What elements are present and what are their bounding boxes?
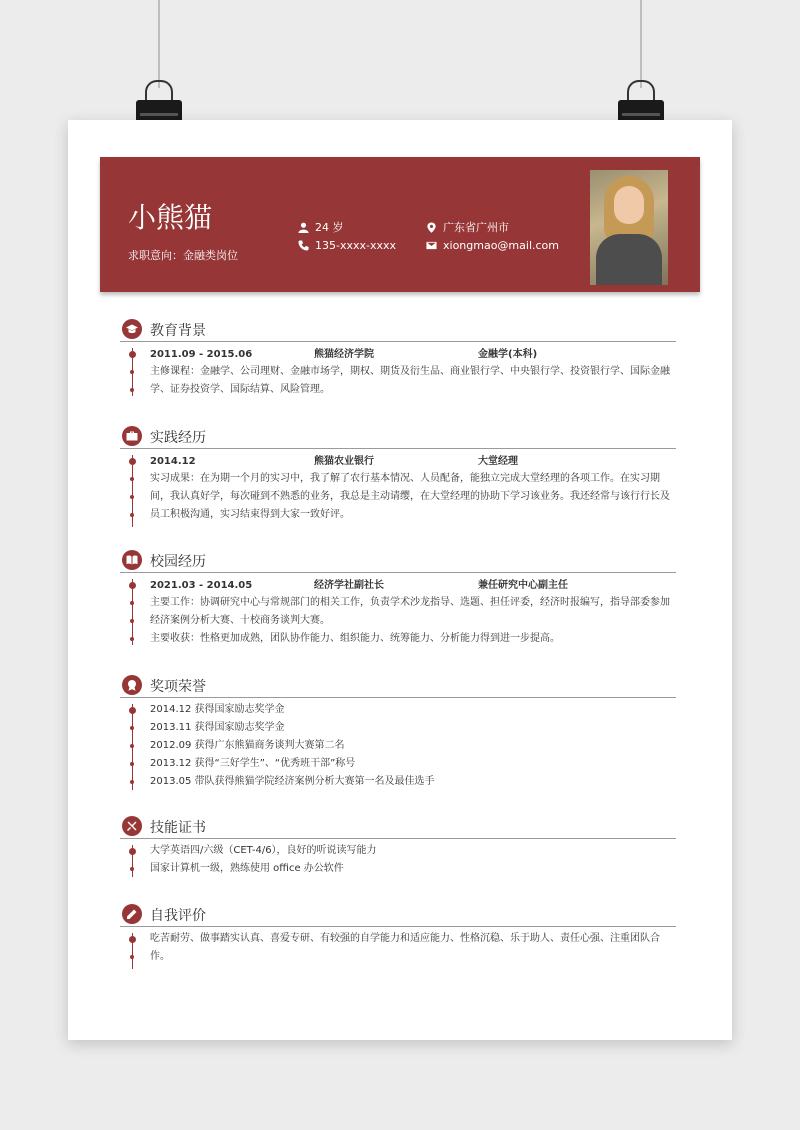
award-item: 2013.11 获得国家励志奖学金 xyxy=(150,722,285,733)
edu-courses: 主修课程：金融学、公司理财、金融市场学，期权、期货及衍生品、商业银行学、中央银行学、投资银行学、国际金融学、证券投资学、国际结算、风险管理。 xyxy=(150,366,670,395)
section-title: 实践经历 xyxy=(150,430,206,446)
phone-text: 135-xxxx-xxxx xyxy=(315,239,397,252)
book-icon xyxy=(122,550,142,570)
edu-major: 金融学(本科) xyxy=(478,349,538,360)
section-title: 自我评价 xyxy=(150,908,206,924)
edit-icon xyxy=(122,904,142,924)
mortarboard-icon xyxy=(122,319,142,339)
job-intent: 求职意向：金融类岗位 xyxy=(128,249,238,262)
age-text: 24 岁 xyxy=(315,221,344,234)
section-practice xyxy=(120,425,676,530)
skill-item: 大学英语四/六级（CET-4/6），良好的听说读写能力 xyxy=(150,845,377,856)
phone-icon xyxy=(298,240,309,251)
phone-info xyxy=(298,239,396,252)
practice-org: 熊猫农业银行 xyxy=(314,456,374,467)
campus-role: 兼任研究中心副主任 xyxy=(478,580,568,591)
age-info xyxy=(298,219,344,235)
profile-photo xyxy=(590,170,668,285)
practice-date: 2014.12 xyxy=(150,456,196,467)
hanging-string-right xyxy=(640,0,642,88)
email-info xyxy=(426,239,559,252)
award-item: 2013.05 带队获得熊猫学院经济案例分析大赛第一名及最佳选手 xyxy=(150,776,435,787)
section-title: 技能证书 xyxy=(150,820,206,836)
section-title: 校园经历 xyxy=(150,554,206,570)
section-title: 教育背景 xyxy=(150,323,206,339)
skill-item: 国家计算机一级，熟练使用 office 办公软件 xyxy=(150,863,344,874)
self-evaluation-text: 吃苦耐劳、做事踏实认真、喜爱专研、有较强的自学能力和适应能力、性格沉稳、乐于助人、责任心强、注重团队合作。 xyxy=(150,933,660,962)
mail-icon xyxy=(426,240,437,251)
location-icon xyxy=(426,222,437,233)
section-campus xyxy=(120,549,676,649)
edu-school: 熊猫经济学院 xyxy=(314,349,374,360)
briefcase-icon xyxy=(122,426,142,446)
medal-icon xyxy=(122,675,142,695)
practice-role: 大堂经理 xyxy=(478,456,518,467)
hanging-string-left xyxy=(158,0,160,88)
section-education xyxy=(120,318,676,400)
award-item: 2013.12 获得“三好学生”、“优秀班干部”称号 xyxy=(150,758,356,769)
location-info xyxy=(426,219,509,235)
section-skills xyxy=(120,815,676,880)
section-title: 奖项荣誉 xyxy=(150,679,206,695)
email-text: xiongmao@mail.com xyxy=(443,239,559,252)
section-awards xyxy=(120,674,676,794)
campus-work: 主要工作：协调研究中心与常规部门的相关工作，负责学术沙龙指导、选题、担任评委，经济时报编写，指导部委参加经济案例分析大赛、十校商务谈判大赛。 xyxy=(150,597,670,626)
location-text: 广东省广州市 xyxy=(443,221,509,234)
section-self-evaluation xyxy=(120,903,676,973)
edu-date: 2011.09 - 2015.06 xyxy=(150,349,253,360)
candidate-name: 小熊猫 xyxy=(128,201,213,234)
tools-icon xyxy=(122,816,142,836)
award-item: 2014.12 获得国家励志奖学金 xyxy=(150,704,285,715)
campus-org: 经济学社副社长 xyxy=(314,580,384,591)
campus-gain: 主要收获：性格更加成熟，团队协作能力、组织能力、统筹能力、分析能力得到进一步提高。 xyxy=(150,633,560,644)
award-item: 2012.09 获得广东熊猫商务谈判大赛第二名 xyxy=(150,740,345,751)
user-icon xyxy=(298,222,309,233)
practice-text: 实习成果：在为期一个月的实习中，我了解了农行基本情况、人员配备，能独立完成大堂经理的各项工作。在实习期间，我认真好学，每次碰到不熟悉的业务，我总是主动请缨，在大堂经理的协助下学习该业务。我还经常与该行行长及员工积极沟通，实习结束得到大家一致好评。 xyxy=(150,473,670,520)
campus-date: 2021.03 - 2014.05 xyxy=(150,580,253,591)
